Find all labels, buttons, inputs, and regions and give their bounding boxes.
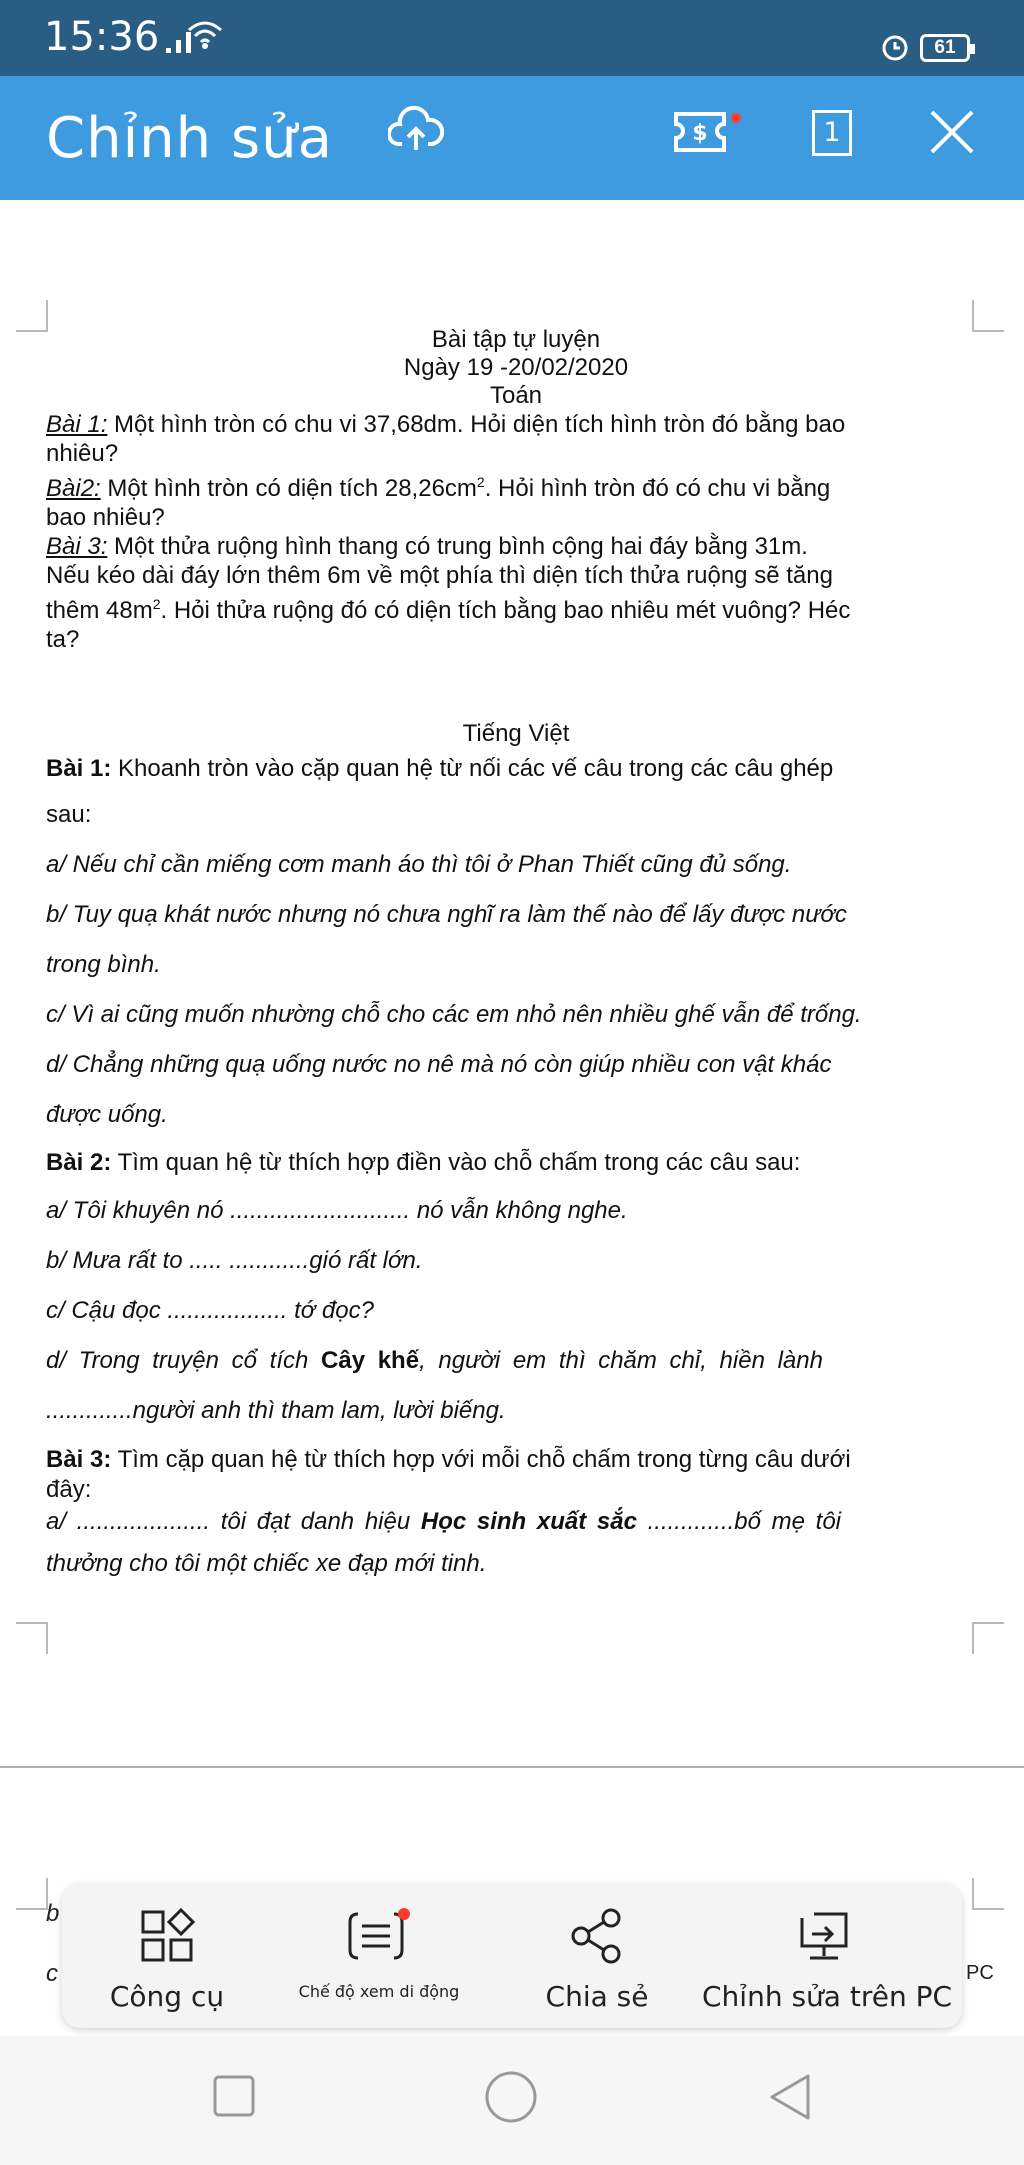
exercise-text: bao nhiêu? [46, 504, 165, 531]
sentence-b-cont: trong bình. [46, 951, 161, 978]
share-label: Chia sẻ [545, 1980, 649, 2013]
sentence-c: c/ Vì ai cũng muốn nhường chỗ cho các em nhỏ nên nhiều ghế vẫn để trống. [46, 1001, 862, 1028]
fill-in-d: d/ Trong truyện cổ tích [46, 1347, 322, 1374]
fill-in-a: a/ Tôi khuyên nó ........................... nó vẫn không nghe. [46, 1197, 628, 1224]
bottom-toolbar [62, 1884, 962, 2028]
exercise-text: Một thửa ruộng hình thang có trung bình cộng hai đáy bằng 31m. [107, 533, 808, 560]
exercise-text: sau: [46, 801, 92, 828]
page-corner-mark [16, 1622, 48, 1654]
close-icon[interactable] [924, 104, 980, 160]
svg-text:$: $ [692, 121, 708, 146]
home-icon[interactable] [484, 2070, 538, 2124]
next-page-text: b [46, 1900, 60, 1927]
exercise-text: Một hình tròn có chu vi 37,68dm. Hỏi diện tích hình tròn đó bằng bao [107, 411, 846, 438]
mobile-view-button[interactable] [274, 1884, 484, 2028]
exercise-text: . Hỏi thửa ruộng đó có diện tích bằng bao nhiêu mét vuông? Héc [160, 597, 851, 624]
tools-button[interactable] [92, 1884, 242, 2028]
tools-icon [137, 1906, 197, 1966]
exercise-text: . Hỏi hình tròn đó có chu vi bằng [484, 475, 831, 502]
exercise-text: đây: [46, 1476, 92, 1503]
battery-icon: 61 [920, 34, 970, 62]
exercise-text: ta? [46, 626, 80, 653]
navigation-bar [0, 2036, 1024, 2165]
exercise-text: Tìm quan hệ từ thích hợp điền vào chỗ chấm trong các câu sau: [111, 1149, 801, 1176]
fill-in-a-cont: thưởng cho tôi một chiếc xe đạp mới tinh. [46, 1550, 487, 1577]
wifi-icon [186, 18, 224, 50]
doc-title: Bài tập tự luyện [431, 326, 601, 353]
next-page-text: c [46, 1960, 58, 1987]
fill-in-d-cont: .............người anh thì tham lam, lười biếng. [46, 1397, 506, 1424]
next-page-text: PC [966, 1962, 994, 1984]
exercise-label: Bài2: [46, 475, 101, 502]
mobile-view-label: Chế độ xem di động [298, 1982, 460, 2001]
exercise-text: nhiêu? [46, 440, 119, 467]
status-time: 15:36 [44, 14, 160, 60]
share-button[interactable] [512, 1884, 682, 2028]
page-divider [0, 1766, 1024, 1768]
page-corner-mark [972, 1878, 1004, 1910]
vietnamese-section [46, 748, 986, 1586]
exercise-label: Bài 3: [46, 533, 108, 560]
sentence-b: b/ Tuy quạ khát nước nhưng nó chưa nghĩ ra làm thế nào để lấy được nước [46, 901, 847, 928]
fill-in-b: b/ Mưa rất to ..... ............gió rất lớn. [46, 1247, 423, 1274]
page-count-icon[interactable]: 1 [812, 110, 852, 156]
document-page[interactable] [46, 326, 986, 1586]
page-corner-mark [972, 1622, 1004, 1654]
mobile-view-icon [346, 1906, 412, 1966]
story-title: Cây khế [321, 1347, 420, 1374]
app-header [0, 76, 1024, 200]
share-icon [567, 1906, 627, 1966]
exercise-label: Bài 3: [46, 1446, 112, 1473]
exercise-text: thêm 48m [46, 597, 153, 624]
sentence-d: d/ Chẳng những quạ uống nước no nê mà nó còn giúp nhiều con vật khác [46, 1051, 832, 1078]
exercise-text: Một hình tròn có diện tích 28,26cm [100, 475, 477, 502]
page-corner-mark [16, 1878, 48, 1910]
doc-date: Ngày 19 -20/02/2020 [403, 354, 629, 381]
exercise-text: Nếu kéo dài đáy lớn thêm 6m về một phía thì diện tích thửa ruộng sẽ tăng [46, 562, 833, 589]
edit-on-pc-icon [792, 1906, 856, 1966]
fill-in-c: c/ Cậu đọc .................. tớ đọc? [46, 1297, 374, 1324]
exercise-label: Bài 1: [46, 411, 108, 438]
status-bar [0, 0, 1024, 76]
back-icon[interactable] [766, 2072, 814, 2122]
math-exercise-2 [46, 468, 986, 532]
exercise-text: Khoanh tròn vào cặp quan hệ từ nối các vế câu trong các câu ghép [111, 755, 834, 782]
sentence-a: a/ Nếu chỉ cần miếng cơm manh áo thì tôi ở Phan Thiết cũng đủ sống. [46, 851, 792, 878]
tools-label: Công cụ [109, 1980, 225, 2013]
math-exercise-3 [46, 532, 986, 654]
header-title: Chỉnh sửa [46, 106, 333, 171]
upload-icon[interactable] [388, 104, 444, 160]
superscript: 2 [476, 474, 485, 490]
alarm-icon [880, 32, 910, 62]
payment-icon[interactable] [672, 104, 744, 160]
recent-apps-icon[interactable] [212, 2074, 256, 2118]
exercise-text: Tìm cặp quan hệ từ thích hợp với mỗi chỗ chấm trong từng câu dưới [111, 1446, 851, 1473]
exercise-label: Bài 2: [46, 1149, 112, 1176]
math-exercise-1 [46, 410, 986, 468]
fill-in-d: , người em thì chăm chỉ, hiền lành [419, 1347, 823, 1374]
exercise-label: Bài 1: [46, 755, 112, 782]
subject-vietnamese: Tiếng Việt [462, 720, 570, 747]
edit-on-pc-button[interactable] [702, 1884, 953, 2028]
superscript: 2 [152, 596, 161, 612]
edit-on-pc-label: Chỉnh sửa trên PC [702, 1980, 953, 2013]
sentence-d-cont: được uống. [46, 1101, 168, 1128]
page-corner-mark [16, 300, 48, 332]
award-title: Học sinh xuất sắc [420, 1508, 637, 1535]
fill-in-a: .............bố mẹ tôi [636, 1508, 842, 1535]
fill-in-a: a/ .................... tôi đạt danh hiệu [46, 1508, 421, 1535]
subject-math: Toán [489, 382, 543, 409]
